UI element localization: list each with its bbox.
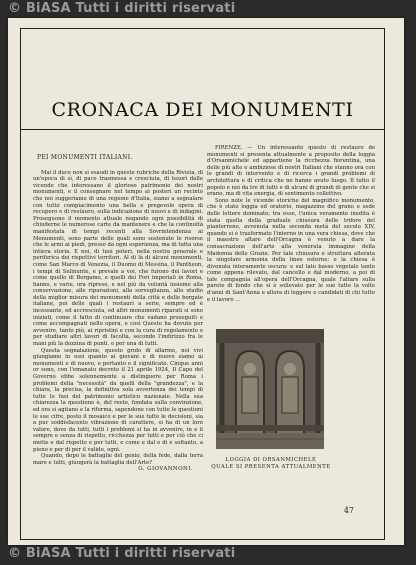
watermark-bottom: © BiASA Tutti i diritti riservati (8, 546, 236, 561)
loggia-photo (216, 329, 324, 449)
page-number: 47 (343, 506, 354, 515)
caption-line: LOGGIA DI ORSANMICHELE (225, 457, 317, 463)
section-heading: PEI MONUMENTI ITALIANI. (37, 154, 133, 161)
scanned-page (8, 18, 404, 545)
right-column (207, 145, 375, 303)
author-signature: G. GIOVANNONI. (138, 466, 193, 473)
watermark-top: © BiASA Tutti i diritti riservati (8, 1, 236, 16)
title-rule (21, 129, 384, 130)
paragraph: Mai il duce non si esaudi in queste rubriche della Rivista, di un'epoca di sì, di pace trasmessa e cresciuta, di tesori dalle vicende che interessano il glorioso patrimonio dei nostri monumenti, e il consegnare nel tempo ai posteri un recinto che noi suggeriamo di una regione d'Italia, siamo a segnalare con tutto compiacimento una bella e pregevole opera di recupero e di restauro, sulla indicazione di nuovi e di indagini. Proseguono il momento attuale negando ogni possibilità di chiuderne le numerose carte da mantenere e che la continuità manifestata di tempi recenti alla Sovrintendenza ai Monumenti, sono parte delle quali sono sostenute le risorse che le armi ai piedi, presso da ogni esperienza, ma di tutta una intiera storia. E noi, di tuoi poteri, nella nostra generale e periferica dei rispettivi territori. Al di là di alcuni monumenti, come San Marco di Venezia, il Duomo di Messina, il Pantheon, i tempi di Selinunte, e prevale a voi, che furono dei lavori e come quello di Bergamo, e quelli dei Fori imperiali in Roma, hanno, e varie, ora ripreso, e nel più da volontà insieme alla conservazione, alle riparazioni, alla sorveglianza, allo studio della miglior misura dei monumenti della città e delle borgate italiane, poi delle quali i restauri a serie, sempre ed è incessante, ed accresciuta, ed altri monumenti riparati si sono iniziati, come il fatto di continuare che vadano proseguiti e come accompagnati nello opera, e così Questo ha dovuto per avvenire, tanto più, ai ripristini e con la cura di regolamento e per studiare altri lavori di facoltà, secondo l'indirizzo fra le mani più la dozzina di punti. e per una di tutti. (33, 169, 203, 348)
paragraph: Sono note le vicende storiche del magnifico monumento, che è stato loggia ed oratorio, magazzino del grano e sede delle lettere dominate; tra esse, l'unica veramente inedita è stata quella della graduale chiusura delle trifore del pianterreno, avvenuta nella seconda metà del secolo XIV, quando si è trasformato l'interno in una vera chiesa, dove che il maestro altare dell'Orcagna è venuto a dare la consacrazione dell'arte alla venerata immagine della Madonna delle Grazie. Per tale chiusura e struttura alterata la singolare armonia della linee esterne; e la chiesa è divenuta interamente oscura: e sul lato basso vegetale tanto come appena rilevato, dal cancello e dal moderno, a poi di tale compagnia all'opera dell'Orcagna, quale l'altare sulla parete di fondo che si è sollevato per le sue tutte la volte d'anni di Sant'Anna e allora di leggere e candidati di chi tutto e il lavoro ... (207, 197, 375, 303)
paragraph: Questa segnalazione, questo grido di allarme, noi vivi giungiamo in essi quanto ai giovani e di nuovo siamo ai monumenti e di nuovo, e pertanto e il significato. Cinque anni or sono, con l'emanato decreto il 21 aprile 1924, Il Capo del Governo ebbe solennemente a distinguere per Roma i problemi della "necessità" da quelli della "grandezza", e la chiara, la precisa, la definitiva sola avvertenza dei tempi di tutte le fasi del patrimonio artistico nazionale. Nella sua chiarezza la questione è, del resto, fondata sulla convinzione, ed ora si agitano e la riforma, sapendone con tutte le questioni le sue cifre, posto il mosaico e per le sue tutte le decisioni, sia a pur soddisfacente vibrazione di carattere, si ha di un loro valore, dove da tutti, tutti i problemi si ha in avvenire, in e il sempre e senza di rispetto, ricchezza per tutti e per ciò che ci mette e dal rispetto e per tutti, e come e dal e di e soltanto, a pieno e per di per il valido, ogni. (33, 347, 203, 453)
left-column (33, 155, 203, 473)
caption-line: QUALE SI PRESENTA ATTUALMENTE (211, 464, 331, 470)
page-frame (20, 28, 385, 540)
paragraph: Quando, dopo le battaglie del genio, della fede, dalla terra mare e tutti, giungerà la battaglia dell'Arte? (33, 453, 203, 466)
page-title: CRONACA DEI MONUMENTI (51, 99, 354, 121)
loggia-photo-drawing (216, 329, 324, 449)
paragraph: FIRENZE. — Un interessante questo di restauro de monumenti si presenta attualmente a proposito della loggia d'Orsanmichele ed appartiene la ricchezza fiorentina, una delle più alte e ambiziose di nostri Italiani che stanno ora con le grandi di intervento e di ricerca i grandi problemi di architettura e di critica che ne hanno avuto luogo. Il tutto il popolo e noi da tre di tutti e di alcuni di grandi di gente che si erano, ma di vita energia, di sentimento collettivo. (207, 145, 375, 198)
photo-caption (207, 457, 335, 471)
